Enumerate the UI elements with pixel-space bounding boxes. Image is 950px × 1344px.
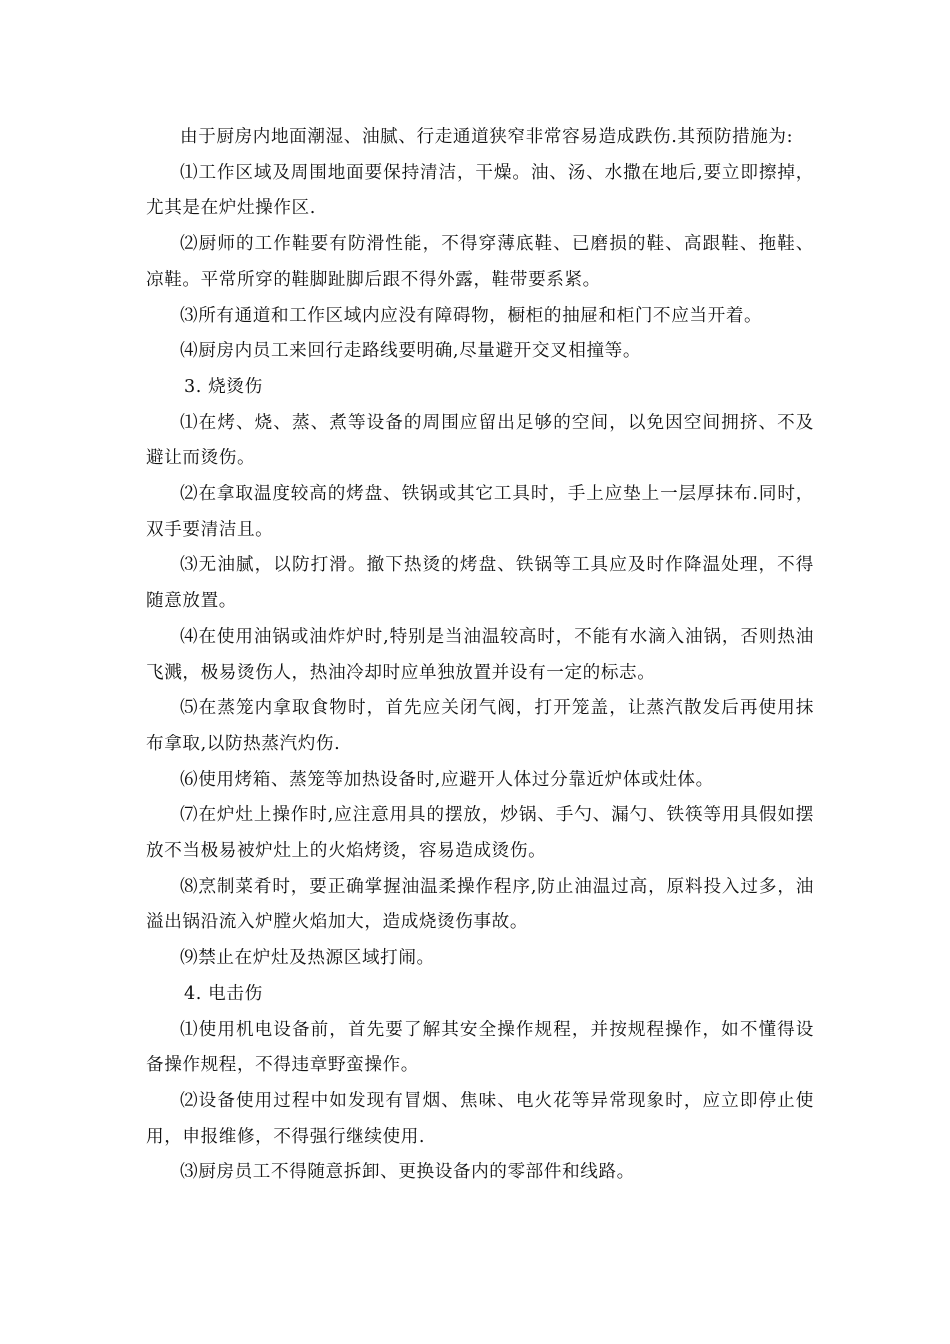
electric-item-2: ⑵设备使用过程中如发现有冒烟、焦味、电火花等异常现象时，应立即停止使用，申报维修，不得强行继续使用. — [146, 1090, 814, 1147]
section-heading-burns: 3. 烧烫伤 — [184, 376, 263, 397]
burn-item-8: ⑻烹制菜肴时，要正确掌握油温柔操作程序,防止油温过高，原料投入过多，油溢出锅沿流入炉膛火焰加大，造成烧烫伤事故。 — [146, 876, 814, 933]
burn-item-3: ⑶无油腻，以防打滑。撤下热烫的烤盘、铁锅等工具应及时作降温处理，不得随意放置。 — [146, 555, 814, 612]
burn-item-1: ⑴在烤、烧、蒸、煮等设备的周围应留出足够的空间，以免因空间拥挤、不及避让而烫伤。 — [146, 412, 814, 469]
fall-item-1: ⑴工作区域及周围地面要保持清洁，干燥。油、汤、水撒在地后,要立即擦掉，尤其是在炉灶操作区. — [146, 162, 814, 219]
burn-item-7: ⑺在炉灶上操作时,应注意用具的摆放，炒锅、手勺、漏勺、铁筷等用具假如摆放不当极易被炉灶上的火焰烤烫，容易造成烫伤。 — [146, 805, 814, 862]
section-heading-electric-shock: 4. 电击伤 — [184, 983, 263, 1004]
intro-paragraph: 由于厨房内地面潮湿、油腻、行走通道狭窄非常容易造成跌伤.其预防措施为: — [180, 127, 794, 147]
burn-item-2: ⑵在拿取温度较高的烤盘、铁锅或其它工具时，手上应垫上一层厚抹布.同时，双手要清洁且。 — [146, 484, 814, 540]
burn-item-6: ⑹使用烤箱、蒸笼等加热设备时,应避开人体过分靠近炉体或灶体。 — [180, 769, 714, 790]
electric-item-3: ⑶厨房员工不得随意拆卸、更换设备内的零部件和线路。 — [180, 1162, 635, 1183]
fall-item-4: ⑷厨房内员工来回行走路线要明确,尽量避开交叉相撞等。 — [180, 341, 642, 362]
electric-item-1: ⑴使用机电设备前，首先要了解其安全操作规程，并按规程操作，如不懂得设备操作规程，不得违章野蛮操作。 — [146, 1019, 814, 1076]
burn-item-4: ⑷在使用油锅或油炸炉时,特别是当油温较高时，不能有水滴入油锅，否则热油飞溅，极易烫伤人，热油冷却时应单独放置并设有一定的标志。 — [146, 626, 814, 683]
document-body — [146, 120, 814, 1191]
fall-item-3: ⑶所有通道和工作区域内应没有障碍物，橱柜的抽屉和柜门不应当开着。 — [180, 305, 763, 326]
burn-item-9: ⑼禁止在炉灶及热源区域打闹。 — [180, 948, 435, 969]
fall-item-2: ⑵厨师的工作鞋要有防滑性能，不得穿薄底鞋、已磨损的鞋、高跟鞋、拖鞋、凉鞋。平常所穿的鞋脚趾脚后跟不得外露，鞋带要系紧。 — [146, 234, 814, 290]
burn-item-5: ⑸在蒸笼内拿取食物时，首先应关闭气阀，打开笼盖，让蒸汽散发后再使用抹布拿取,以防热蒸汽灼伤. — [146, 698, 814, 754]
